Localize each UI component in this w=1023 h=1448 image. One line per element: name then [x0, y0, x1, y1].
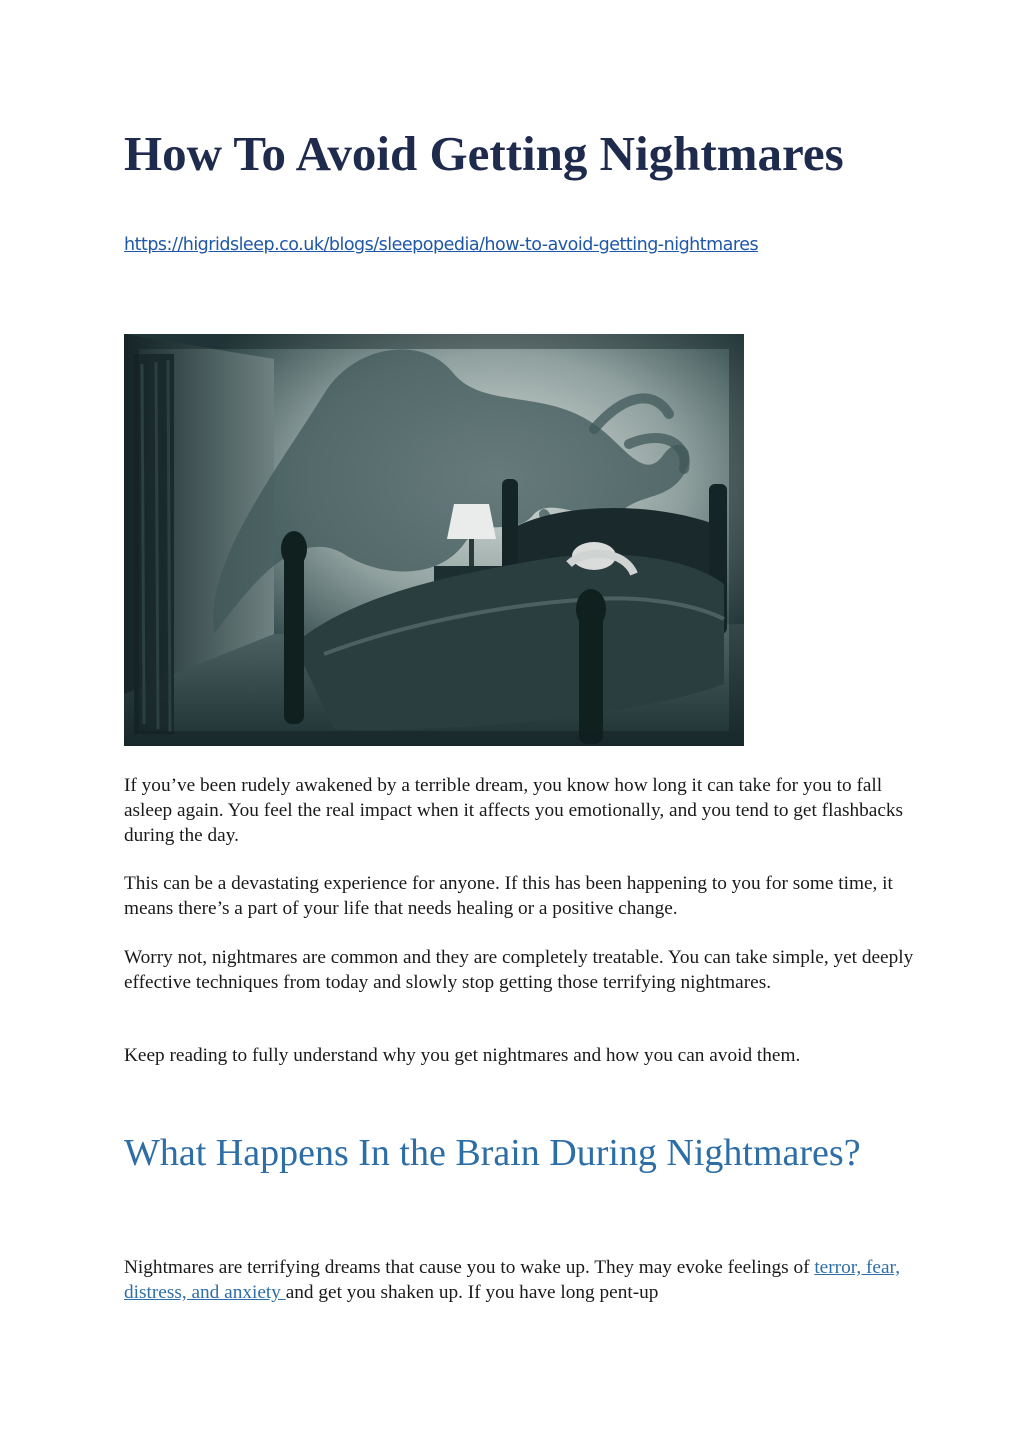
hero-image — [124, 334, 744, 746]
intro-paragraph-1: If you’ve been rudely awakened by a terrible dream, you know how long it can take for you to fall asleep again. You feel the real impact when it affects you emotionally, and you tend to get flashbacks during the day. — [124, 775, 904, 846]
section-paragraph-text-end: and get you shaken up. If you have long pent-up — [285, 1282, 659, 1303]
section-heading: What Happens In the Brain During Nightmares? — [124, 1132, 861, 1174]
nightmare-illustration-icon — [124, 334, 744, 746]
anxiety-link[interactable]: terror, fear, distress, and anxiety — [124, 1257, 901, 1303]
intro-paragraph-3: Worry not, nightmares are common and they are completely treatable. You can take simple, yet deeply effective techniques from today and slowly stop getting those terrifying nightmares. — [124, 947, 914, 993]
section-paragraph — [124, 1255, 914, 1305]
intro-paragraph-2: This can be a devastating experience for anyone. If this has been happening to you for some time, it means there’s a part of your life that needs healing or a positive change. — [124, 873, 893, 919]
intro-paragraph-4: Keep reading to fully understand why you get nightmares and how you can avoid them. — [124, 1045, 801, 1066]
section-paragraph-text-start: Nightmares are terrifying dreams that cause you to wake up. They may evoke feelings of — [124, 1257, 815, 1278]
page-title: How To Avoid Getting Nightmares — [124, 126, 844, 181]
source-url-link[interactable]: https://higridsleep.co.uk/blogs/sleepopedia/how-to-avoid-getting-nightmares — [124, 235, 759, 255]
